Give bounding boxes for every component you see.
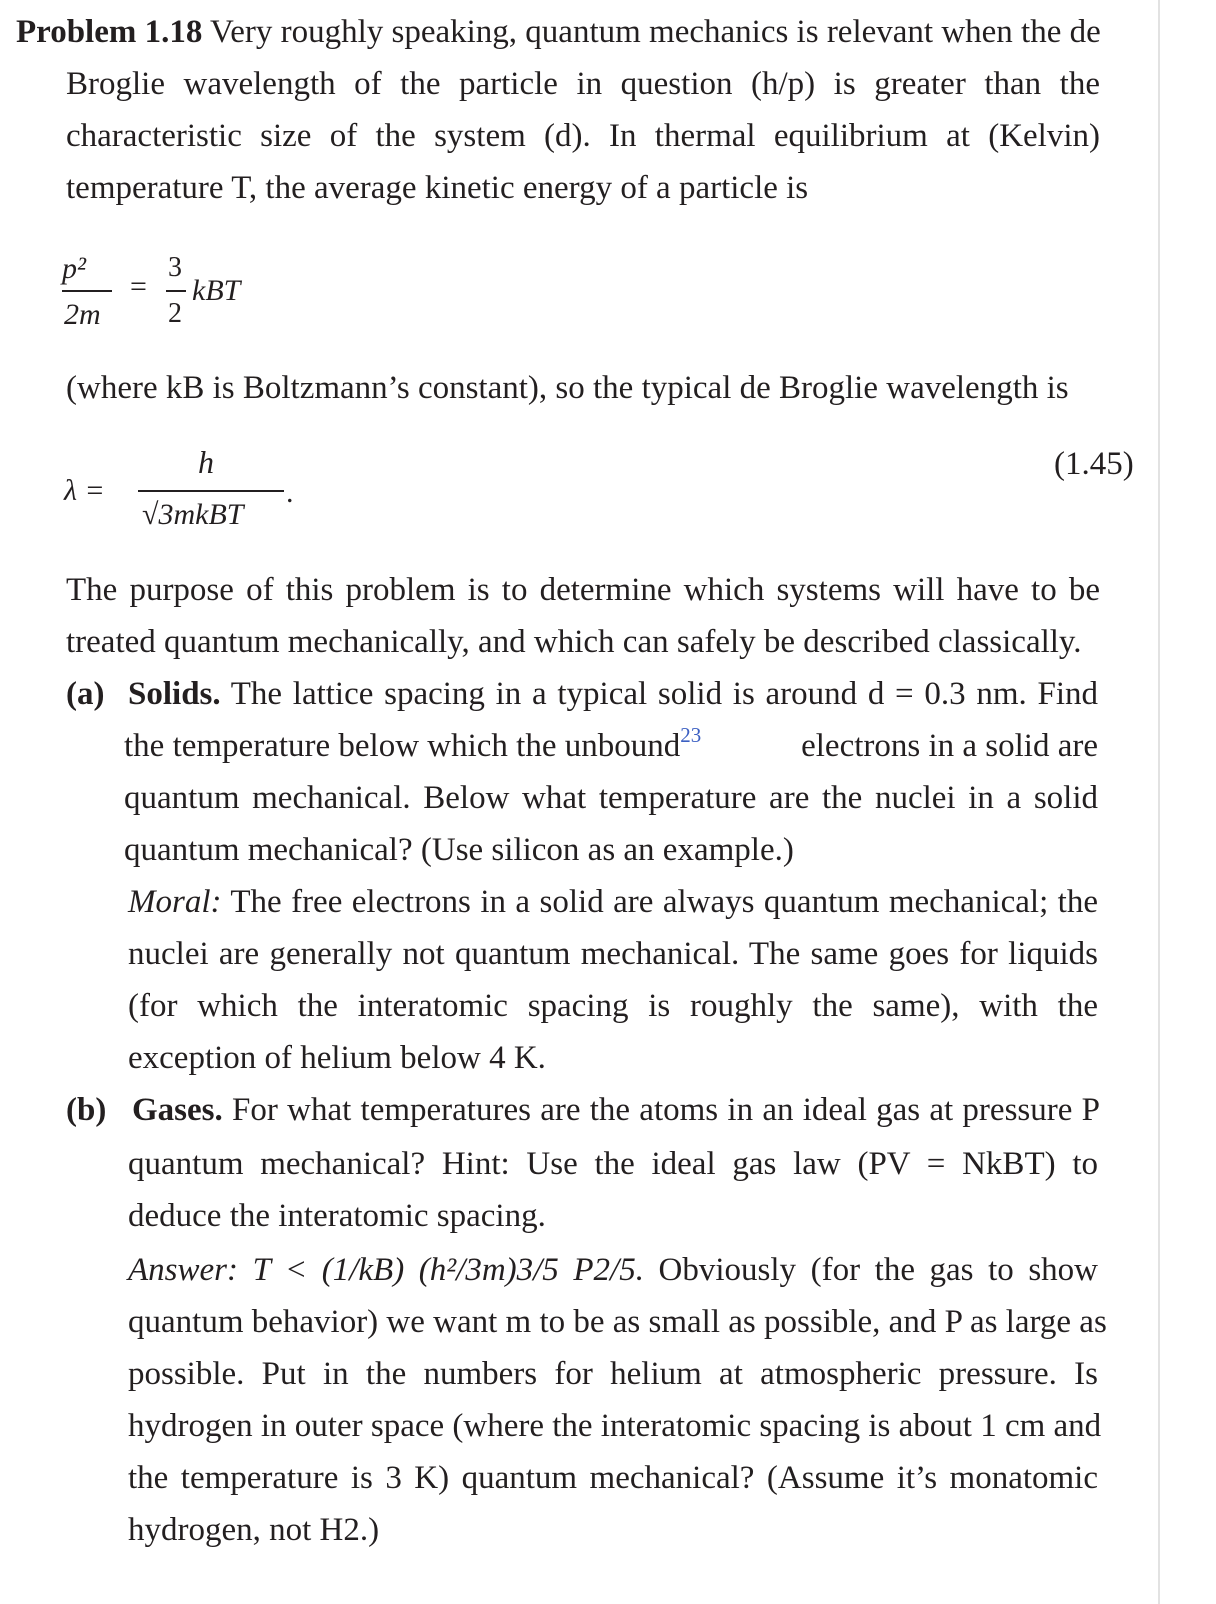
intro-line-3: characteristic size of the system (d). In thermal equilibrium at (Kelvin): [66, 118, 1100, 154]
moral-line-4: exception of helium below 4 K.: [128, 1040, 546, 1076]
part-b-line-1: [132, 1090, 1100, 1130]
part-b-text-1: For what temperatures are the atoms in an ideal gas at pressure P: [232, 1092, 1101, 1128]
eq1-kbt: kBT: [192, 274, 241, 307]
part-a-line-5: quantum mechanical? (Use silicon as an example.): [124, 832, 794, 868]
eq1-bar-left: [62, 290, 112, 292]
footnote-23-link[interactable]: 23: [680, 723, 702, 747]
purpose-line-1: The purpose of this problem is to determine which systems will have to be: [66, 572, 1100, 608]
answer-formula: T < (1/kB) (h²/3m)3/5 P2/5.: [252, 1252, 644, 1288]
part-a-heading: Solids.: [128, 676, 221, 712]
moral-line-2: nuclei are generally not quantum mechanical. The same goes for liquids: [128, 936, 1098, 972]
problem-first-line: [16, 12, 1100, 52]
eq1-den-left: 2m: [64, 298, 101, 331]
part-b-label: (b): [66, 1092, 107, 1128]
part-a-text-3: [801, 726, 1098, 766]
moral-text-1: The free electrons in a solid are always quantum mechanical; the: [230, 884, 1098, 920]
part-b-heading: Gases.: [132, 1092, 223, 1128]
answer-line-2: quantum behavior) we want m to be as small as possible, and P as large as: [128, 1304, 1107, 1340]
answer-line-4: hydrogen in outer space (where the interatomic spacing is about 1 cm and: [128, 1408, 1102, 1444]
eq1-bar-right: [166, 290, 186, 292]
answer-label: Answer:: [128, 1252, 238, 1288]
intro-line-4: temperature T, the average kinetic energy of a particle is: [66, 170, 809, 206]
part-b-line-3: deduce the interatomic spacing.: [128, 1198, 546, 1234]
answer-line-1: [128, 1250, 1098, 1290]
part-a-line-2: [124, 723, 1098, 769]
part-a-line-1: [128, 674, 1098, 714]
moral-label: Moral:: [128, 884, 222, 920]
equation-number: (1.45): [1054, 446, 1134, 482]
page-edge-rule: [1158, 0, 1160, 1604]
part-a-electrons-text: electrons in a solid are: [801, 728, 1098, 764]
intro-line-2: Broglie wavelength of the particle in question (h/p) is greater than the: [66, 66, 1100, 102]
eq1-equals: =: [130, 270, 147, 303]
eq1-num-right: 3: [168, 252, 182, 283]
eq2-period: .: [286, 476, 294, 509]
problem-label: Problem 1.18: [16, 14, 203, 50]
purpose-line-2: treated quantum mechanically, and which can safely be described classically.: [66, 624, 1082, 660]
part-a-label: (a): [66, 676, 105, 712]
part-a-text-2: the temperature below which the unbound: [124, 728, 681, 764]
part-a-text-1: The lattice spacing in a typical solid is around d = 0.3 nm. Find: [230, 676, 1099, 712]
eq1-den-right: 2: [168, 298, 182, 329]
answer-text-1: Obviously (for the gas to show: [658, 1252, 1099, 1288]
moral-line-1: [128, 882, 1098, 922]
intro-line-1: Very roughly speaking, quantum mechanics is relevant when the de: [210, 14, 1101, 50]
where-line: (where kB is Boltzmann’s constant), so the typical de Broglie wavelength is: [66, 370, 1069, 406]
eq1-num-left: p²: [62, 252, 86, 285]
answer-line-5: the temperature is 3 K) quantum mechanical? (Assume it’s monatomic: [128, 1460, 1098, 1496]
part-a-line-4: quantum mechanical. Below what temperature are the nuclei in a solid: [124, 780, 1098, 816]
answer-line-3: possible. Put in the numbers for helium at atmospheric pressure. Is: [128, 1356, 1098, 1392]
eq2-bar: [138, 490, 284, 492]
part-b-line-2: quantum mechanical? Hint: Use the ideal gas law (PV = NkBT) to: [128, 1146, 1098, 1182]
moral-line-3: (for which the interatomic spacing is roughly the same), with the: [128, 988, 1098, 1024]
answer-line-6: hydrogen, not H2.): [128, 1512, 380, 1548]
eq2-lhs: λ =: [64, 474, 105, 507]
eq2-num: h: [198, 444, 214, 480]
eq2-den: √3mkBT: [142, 498, 244, 531]
